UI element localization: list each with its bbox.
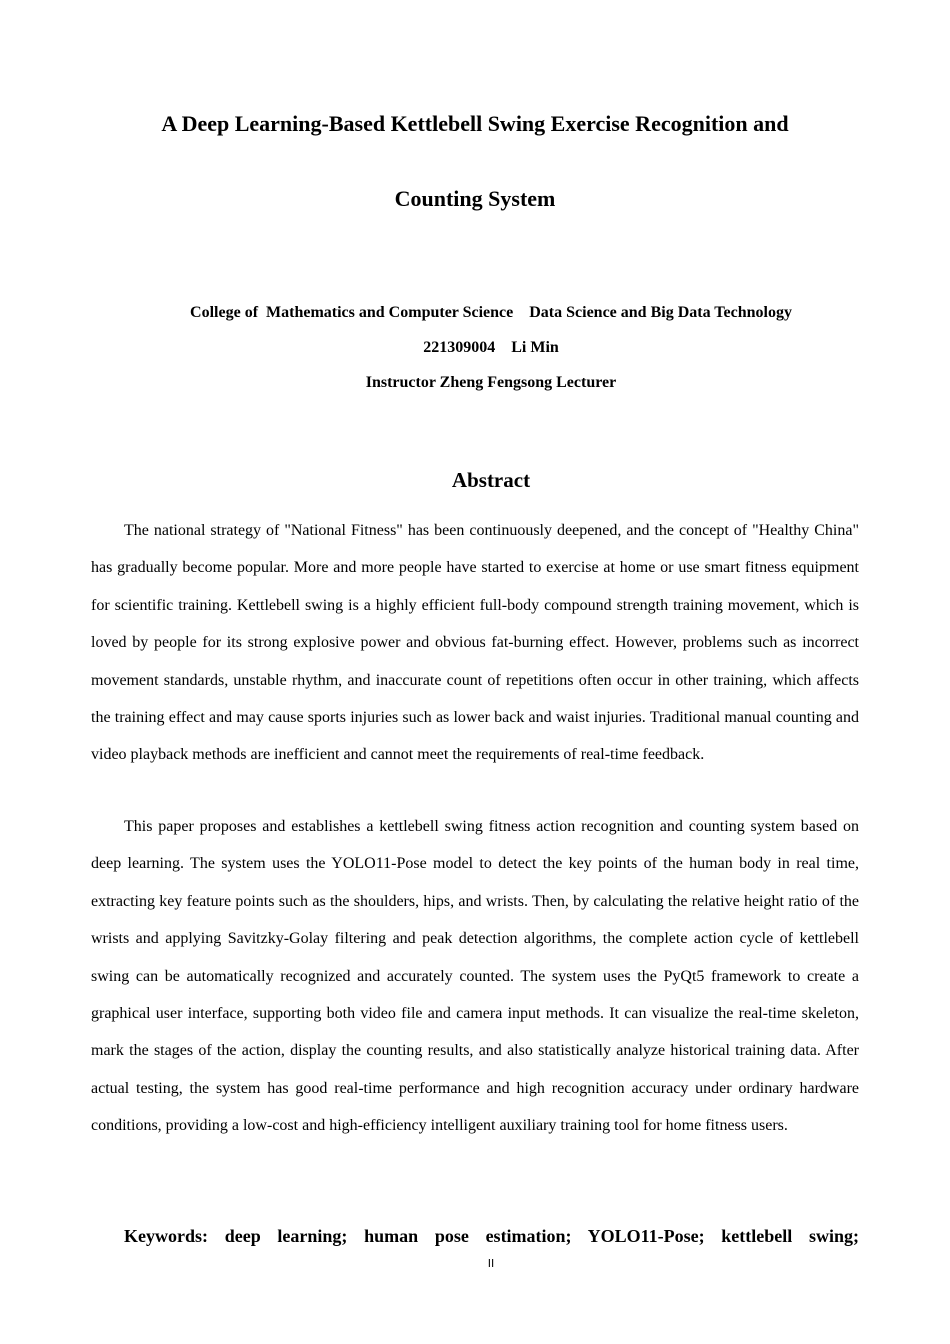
abstract-heading: Abstract bbox=[451, 468, 531, 492]
keywords-line: Keywords: deep learning; human pose estimation; YOLO11-Pose; kettlebell swing; bbox=[124, 1226, 859, 1246]
abstract-paragraph-1: The national strategy of "National Fitness" has been continuously deepened, and the concept of "Healthy China" has gradually become popular. More and more people have started to exercise at home or use smart fitness equipment for scientific training. Kettlebell swing is a highly efficient full-body compound strength training movement, which is loved by people for its strong explosive power and obvious fat-burning effect. However, problems such as incorrect movement standards, unstable rhythm, and inaccurate count of repetitions often occur in other training, which affects the training effect and may cause sports injuries such as lower back and waist injuries. Traditional manual counting and video playback methods are inefficient and cannot meet the requirements of real-time feedback. bbox=[91, 522, 859, 764]
author-id-name: 221309004 Li Min bbox=[423, 339, 559, 356]
paper-title-line-2: Counting System bbox=[394, 186, 556, 211]
author-affiliation: College of Mathematics and Computer Science Data Science and Big Data Technology bbox=[190, 304, 792, 321]
instructor-line: Instructor Zheng Fengsong Lecturer bbox=[365, 374, 617, 391]
abstract-paragraph-2: This paper proposes and establishes a kettlebell swing fitness action recognition and counting system based on deep learning. The system uses the YOLO11-Pose model to detect the key points of the human body in real time, extracting key feature points such as the shoulders, hips, and wrists. Then, by calculating the relative height ratio of the wrists and applying Savitzky-Golay filtering and peak detection algorithms, the complete action cycle of kettlebell swing can be automatically recognized and accurately counted. The system uses the PyQt5 framework to create a graphical user interface, supporting both video file and camera input methods. It can visualize the real-time skeleton, mark the stages of the action, display the counting results, and also statistically analyze historical training data. After actual testing, the system has good real-time performance and high recognition accuracy under ordinary hardware conditions, providing a low-cost and high-efficiency intelligent auxiliary training tool for home fitness users. bbox=[91, 818, 859, 1135]
paper-title-line-1: A Deep Learning-Based Kettlebell Swing Exercise Recognition and bbox=[161, 111, 789, 136]
page-number: II bbox=[487, 1257, 495, 1270]
